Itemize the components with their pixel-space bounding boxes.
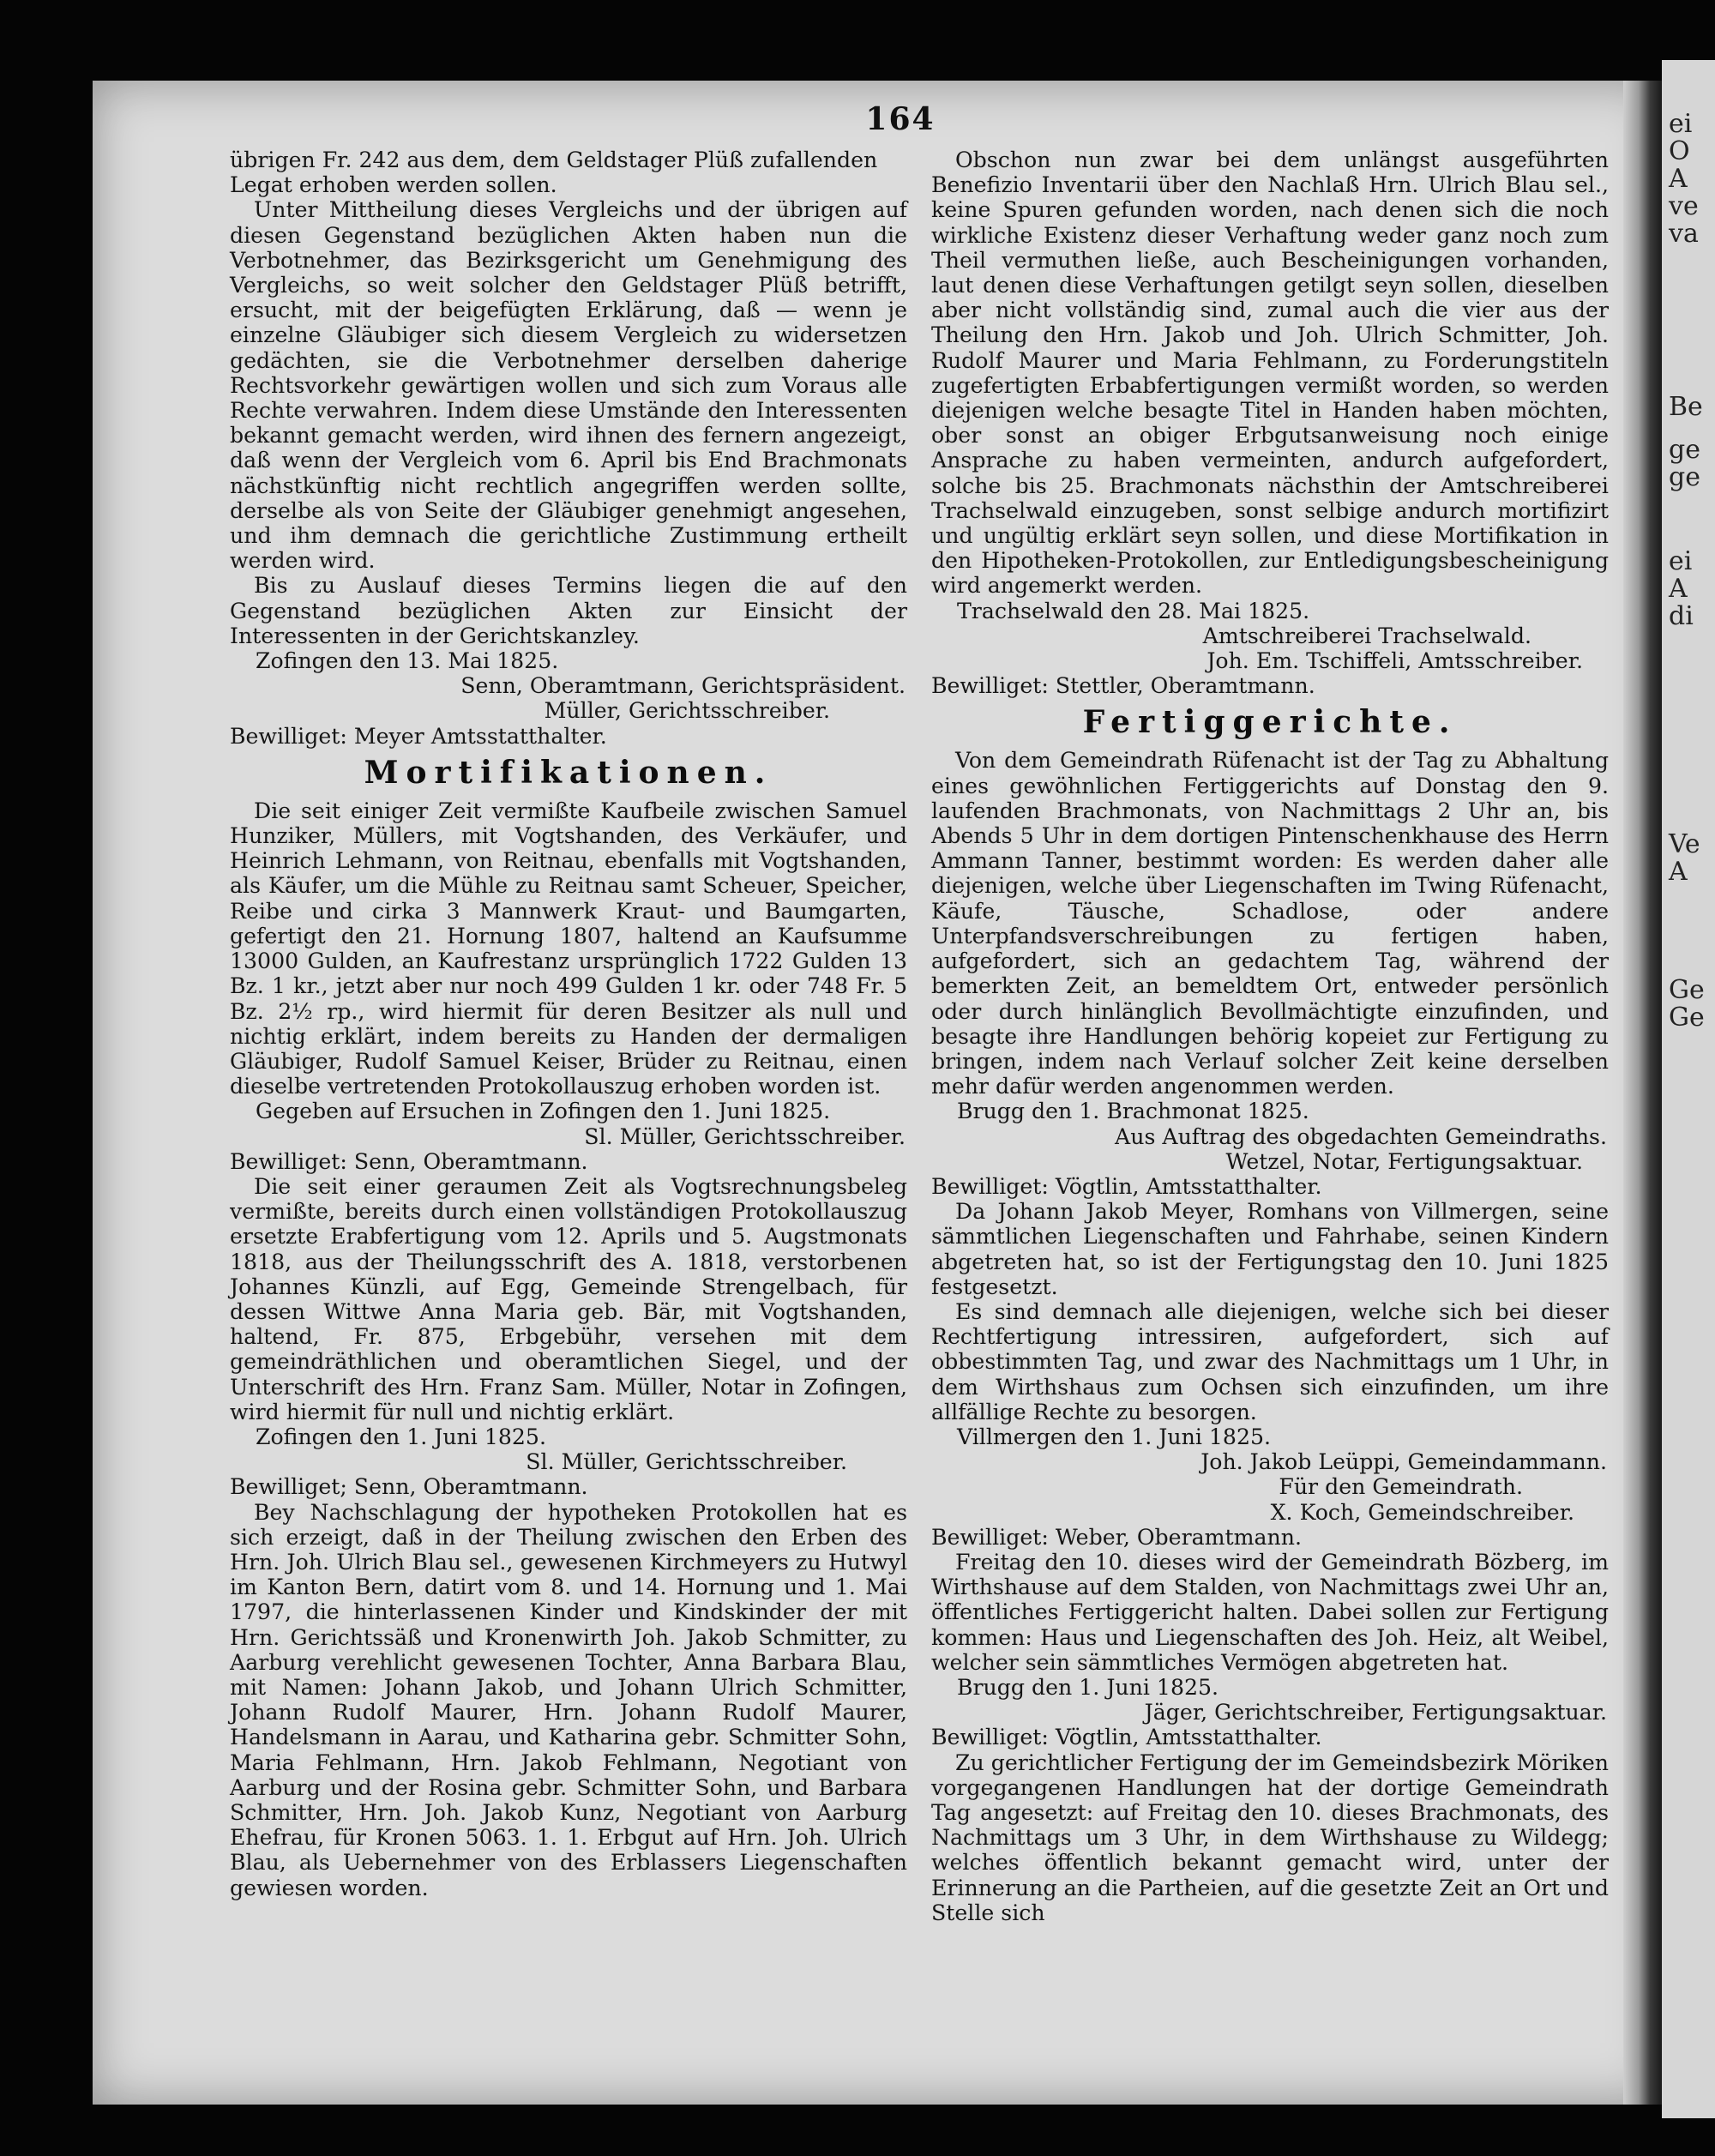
next-page-fragment: A xyxy=(1669,857,1688,887)
signature: Für den Gemeindrath. xyxy=(1279,1474,1523,1500)
approval-line: Bewilliget: Weber, Oberamtmann. xyxy=(931,1524,1302,1550)
left-column xyxy=(230,148,907,1900)
signature: Amtschreiberei Trachselwald. xyxy=(1202,623,1531,648)
signature: Aus Auftrag des obgedachten Gemeindraths. xyxy=(1115,1123,1607,1149)
signature: Wetzel, Notar, Fertigungsaktuar. xyxy=(1225,1148,1583,1174)
dateline: Zofingen den 13. Mai 1825. xyxy=(256,648,559,674)
next-page-fragment: ge xyxy=(1669,435,1700,465)
dateline: Brugg den 1. Brachmonat 1825. xyxy=(957,1099,1309,1124)
next-page-fragment: di xyxy=(1669,601,1694,631)
next-page-fragment: ge xyxy=(1669,462,1700,492)
next-page-fragment: Ge xyxy=(1669,1003,1705,1033)
next-page-fragment: ei xyxy=(1669,109,1693,139)
next-page-fragment: va xyxy=(1669,219,1699,249)
dateline: Villmergen den 1. Juni 1825. xyxy=(957,1424,1272,1449)
paragraph: Da Johann Jakob Meyer, Romhans von Villmergen, seine sämmtlichen Liegenschaften und Fahrhabe, seinen Kindern abgetreten hat, so ist der Fertigungstag den 10. Juni 1825 festgesetzt. xyxy=(931,1199,1609,1299)
next-page-fragment: ei xyxy=(1669,546,1693,576)
paragraph: Es sind demnach alle diejenigen, welche sich bei dieser Rechtfertigung intressiren, aufgefordert, sich auf obbestimmten Tag, und zwar des Nachmittags um 1 Uhr, in dem Wirthshaus zum Ochsen sich einzufinden, um ihre allfällige Rechte zu besorgen. xyxy=(931,1298,1609,1424)
dateline: Gegeben auf Ersuchen in Zofingen den 1. Juni 1825. xyxy=(256,1099,831,1124)
adjacent-page-edge xyxy=(1662,60,1715,2118)
signature: Joh. Jakob Leüppi, Gemeindammann. xyxy=(1200,1449,1607,1475)
approval-line: Bewilliget: Stettler, Oberamtmann. xyxy=(931,673,1315,699)
right-column xyxy=(931,148,1609,1925)
continuation-line: Legat erhoben werden sollen. xyxy=(230,172,557,198)
section-heading: Fertiggerichte. xyxy=(1082,704,1458,741)
page-number: 164 xyxy=(865,101,936,137)
signature: Jäger, Gerichtschreiber, Fertigungsaktuar. xyxy=(1144,1700,1607,1725)
paragraph: Bis zu Auslauf dieses Termins liegen die auf den Gegenstand bezüglichen Akten zur Einsicht der Interessenten in der Gerichtskanzley. xyxy=(230,573,907,648)
page-gutter xyxy=(1623,81,1662,2105)
dateline: Zofingen den 1. Juni 1825. xyxy=(256,1424,546,1449)
next-page-fragment: Ve xyxy=(1669,829,1700,859)
paragraph: Von dem Gemeindrath Rüfenacht ist der Tag zu Abhaltung eines gewöhnlichen Fertiggerichts auf Donstag den 9. laufenden Brachmonats, von Nachmittags 2 Uhr an, bis Abends 5 Uhr in dem dortigen Pintenschenkhause des Herrn Ammann Tanner, bestimmt worden: Es werden daher alle diejenigen, welche über Liegenschaften im Twing Rüfenacht, Käufe, Täusche, Schadlose, oder andere Unterpfandsverschreibungen zu fertigen haben, aufgefordert, sich an gedachtem Tag, während der bemerkten Zeit, an bemeldtem Ort, entweder persönlich oder durch hinlänglich Bevollmächtigte einzufinden, und besagte ihre Handlungen behörig kopeiet zur Fertigung zu bringen, indem nach Verlauf solcher Zeit keine derselben mehr dafür werden angenommen werden. xyxy=(931,748,1609,1099)
signature: X. Koch, Gemeindschreiber. xyxy=(1270,1499,1574,1525)
approval-line: Bewilliget: Vögtlin, Amtsstatthalter. xyxy=(931,1173,1322,1199)
next-page-fragment: Ge xyxy=(1669,975,1705,1005)
paragraph: Bey Nachschlagung der hypotheken Protokollen hat es sich erzeigt, daß in der Theilung zwischen den Erben des Hrn. Joh. Ulrich Blau sel., gewesenen Kirchmeyers zu Hutwyl im Kanton Bern, datirt vom 8. und 14. Hornung und 1. Mai 1797, die hinterlassenen Kinder und Kindskinder der mit Hrn. Gerichtssäß und Kronenwirth Joh. Jakob Schmitter, zu Aarburg verehlicht gewesenen Tochter, Anna Barbara Blau, mit Namen: Johann Jakob, und Johann Ulrich Schmitter, Johann Rudolf Maurer, Hrn. Johann Rudolf Maurer, Handelsmann in Aarau, und Katharina gebr. Schmitter Sohn, Maria Fehlmann, Hrn. Jakob Fehlmann, Negotiant von Aarburg und der Rosina gebr. Schmitter Sohn, und Barbara Schmitter, Hrn. Joh. Jakob Kunz, Negotiant von Aarburg Ehefrau, für Kronen 5063. 1. 1. Erbgut auf Hrn. Joh. Ulrich Blau, als Uebernehmer von des Erblassers Liegenschaften gewiesen worden. xyxy=(230,1499,907,1900)
paragraph: Zu gerichtlicher Fertigung der im Gemeindsbezirk Möriken vorgegangenen Handlungen hat der dortige Gemeindrath Tag angesetzt: auf Freitag den 10. dieses Brachmonats, des Nachmittags um 3 Uhr, in dem Wirthshause zu Wildegg; welches öffentlich bekannt gemacht wird, unter der Erinnerung an die Partheien, auf die gesetzte Zeit an Ort und Stelle sich xyxy=(931,1749,1609,1925)
paragraph: Die seit einiger Zeit vermißte Kaufbeile zwischen Samuel Hunziker, Müllers, mit Vogtshanden, des Verkäufer, und Heinrich Lehmann, von Reitnau, ebenfalls mit Vogtshanden, als Käufer, um die Mühle zu Reitnau samt Scheuer, Speicher, Reibe und cirka 3 Mannwerk Kraut- und Baumgarten, gefertigt den 21. Hornung 1807, haltend an Kaufsumme 13000 Gulden, an Kaufrestanz ursprünglich 1722 Gulden 13 Bz. 1 kr., jetzt aber nur noch 499 Gulden 1 kr. oder 748 Fr. 5 Bz. 2½ rp., wird hiermit für deren Besitzer als null und nichtig erklärt, indem bereits zu Handen der dermaligen Gläubiger, Rudolf Samuel Keiser, Brüder zu Reitnau, einen dieselbe vertretenden Protokollauszug erhoben worden ist. xyxy=(230,798,907,1099)
next-page-fragment: A xyxy=(1669,574,1688,604)
paragraph: Freitag den 10. dieses wird der Gemeindrath Bözberg, im Wirthshause auf dem Stalden, von Nachmittags zwei Uhr an, öffentliches Fertiggericht halten. Dabei sollen zur Fertigung kommen: Haus und Liegenschaften des Joh. Heiz, alt Weibel, welcher sein sämmtliches Vermögen abgetreten hat. xyxy=(931,1549,1609,1675)
dateline: Trachselwald den 28. Mai 1825. xyxy=(957,598,1310,623)
continuation-line: übrigen Fr. 242 aus dem, dem Geldstager Plüß zufallenden xyxy=(230,148,878,172)
paragraph: Die seit einer geraumen Zeit als Vogtsrechnungsbeleg vermißte, bereits durch einen vollständigen Protokollauszug ersetzte Erabfertigung vom 12. Aprils und 5. Augstmonats 1818, aus der Theilungsschrift des A. 1818, verstorbenen Johannes Künzli, auf Egg, Gemeinde Strengelbach, für dessen Wittwe Anna Maria geb. Bär, mit Vogtshanden, haltend, Fr. 875, Erbgebühr, versehen mit dem gemeindräthlichen und oberamtlichen Siegel, und der Unterschrift des Hrn. Franz Sam. Müller, Notar in Zofingen, wird hiermit für null und nichtig erklärt. xyxy=(230,1173,907,1424)
paragraph: Unter Mittheilung dieses Vergleichs und der übrigen auf diesen Gegenstand bezüglichen Akten haben nun die Verbotnehmer, das Bezirksgericht um Genehmigung des Vergleichs, so weit solcher den Geldstager Plüß betrifft, ersucht, mit der beigefügten Erklärung, daß — wenn je einzelne Gläubiger sich diesem Vergleich zu widersetzen gedächten, sie die Verbotnehmer derselben daherige Rechtsvorkehr gewärtigen wollen und sich zum Voraus alle Rechte verwahren. Indem diese Umstände den Interessenten bekannt gemacht werden, wird ihnen des fernern angezeigt, daß wenn der Vergleich vom 6. April bis End Brachmonats nächstkünftig nicht rechtlich angegriffen werden sollte, derselbe als von Seite der Gläubiger genehmigt angesehen, und ihm demnach die gerichtliche Zustimmung ertheilt werden wird. xyxy=(230,197,907,574)
signature: Sl. Müller, Gerichtsschreiber. xyxy=(584,1123,906,1149)
approval-line: Bewilliget: Vögtlin, Amtsstatthalter. xyxy=(931,1725,1322,1750)
section-heading: Mortifikationen. xyxy=(364,754,773,791)
signature: Joh. Em. Tschiffeli, Amtsschreiber. xyxy=(1207,648,1583,674)
next-page-fragment: ve xyxy=(1669,191,1699,221)
next-page-fragment: A xyxy=(1669,164,1688,194)
signature: Sl. Müller, Gerichtsschreiber. xyxy=(526,1449,847,1475)
dateline: Brugg den 1. Juni 1825. xyxy=(957,1674,1219,1700)
signature: Müller, Gerichtsschreiber. xyxy=(544,698,830,724)
approval-line: Bewilliget: Meyer Amtsstatthalter. xyxy=(230,723,607,749)
approval-line: Bewilliget; Senn, Oberamtmann. xyxy=(230,1474,588,1500)
next-page-fragment: Be xyxy=(1669,392,1703,422)
next-page-fragment: O xyxy=(1669,136,1690,166)
approval-line: Bewilliget: Senn, Oberamtmann. xyxy=(230,1148,588,1174)
paragraph: Obschon nun zwar bei dem unlängst ausgeführten Benefizio Inventarii über den Nachlaß Hrn. Ulrich Blau sel., keine Spuren gefunden worden, nach denen sich die noch wirkliche Existenz dieser Verhaftung weder ganz noch zum Theil vermuthen ließe, auch Bescheinigungen vorhanden, laut denen diese Verhaftungen getilgt seyn sollen, dieselben aber nicht vollständig sind, zumal auch die vier aus der Theilung den Hrn. Jakob und Joh. Ulrich Schmitter, Joh. Rudolf Maurer und Maria Fehlmann, zu Forderungstiteln zugefertigten Erbabfertigungen vermißt worden, so werden diejenigen welche besagte Titel in Handen haben möchten, ober sonst an obiger Erbgutsanweisung noch einige Ansprache zu haben vermeinten, andurch aufgefordert, solche bis 25. Brachmonats nächsthin der Amtschreiberei Trachselwald einzugeben, sonst selbige andurch mortifizirt und ungültig erklärt seyn sollen, und diese Mortifikation in den Hipotheken-Protokollen, zur Entledigungsbescheinigung wird angemerkt werden. xyxy=(931,148,1609,599)
signature: Senn, Oberamtmann, Gerichtspräsident. xyxy=(460,673,906,699)
